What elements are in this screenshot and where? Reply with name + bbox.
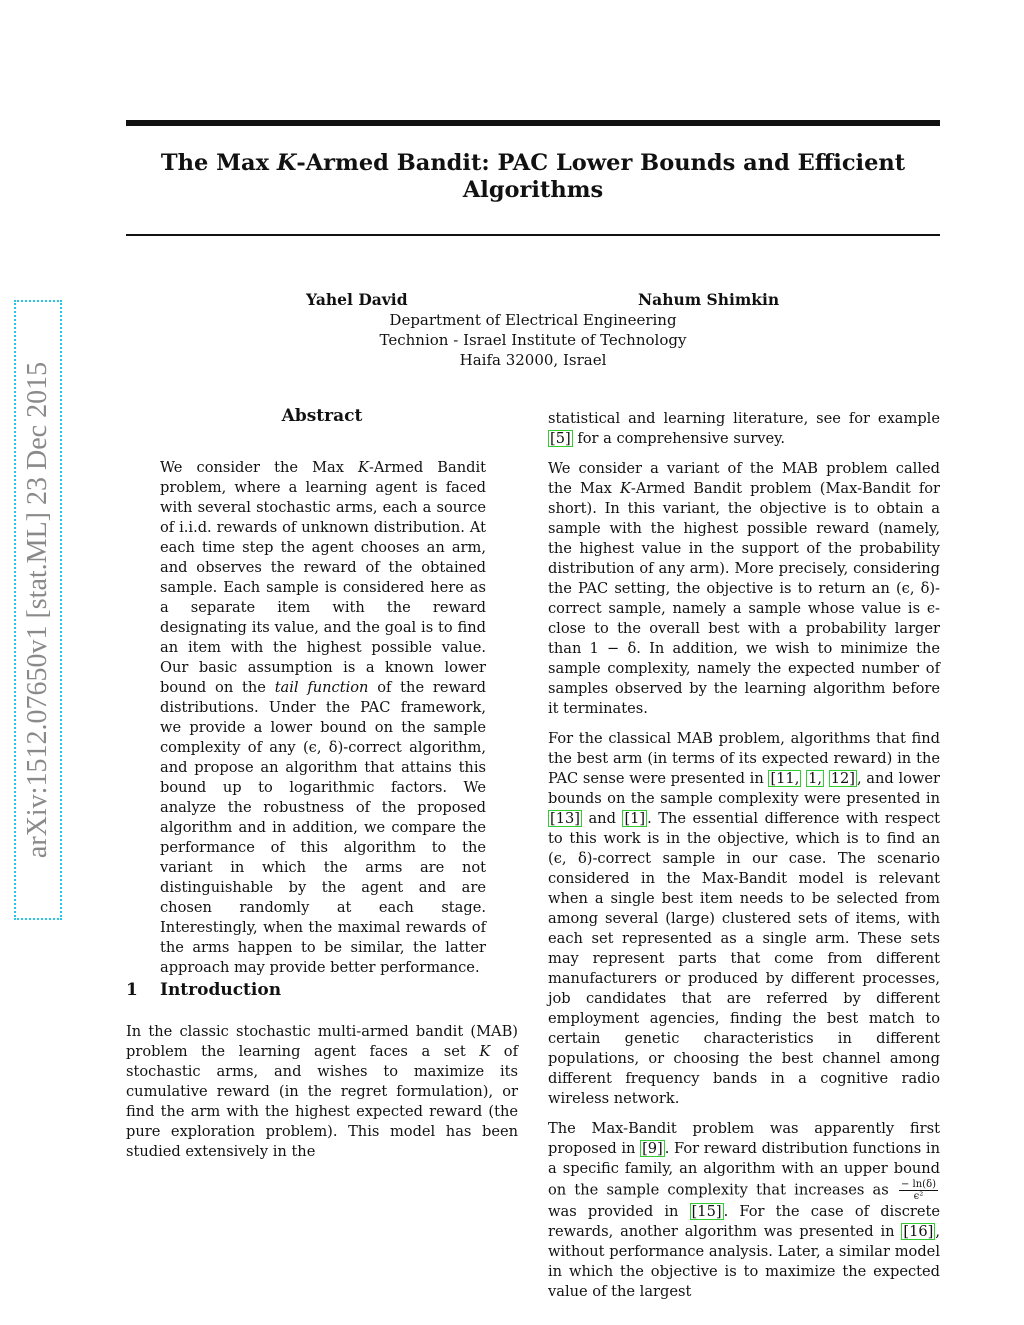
citation-15[interactable]: [15] <box>691 1203 722 1220</box>
paper-title: The Max K-Armed Bandit: PAC Lower Bounds and Efficient Algorithms <box>160 150 906 203</box>
right-paragraph-3: The Max-Bandit problem was apparently first proposed in [9] . For reward distribution functions in a specific family, an algorithm with an upper bound on the sample complexity that increases as $\frac{- \ln(\delta)}{\text{ϵ²}}$ was provided in [15] . For the case of discrete rewards, another algorithm was presented in [16] , without performance analysis. Later, a similar model in which the objective is to maximize the expected value of the largest <box>548 1120 940 1300</box>
author-nahum-shimkin: Nahum Shimkin <box>638 290 780 309</box>
arxiv-stamp <box>14 300 62 920</box>
abstract-text: We consider the Max K-Armed Bandit problem, where a learning agent is faced with several stochastic arms, each a source of i.i.d. rewards of unknown distribution. At each time step the agent chooses an arm, and observes the reward of the obtained sample. Each sample is considered here as a separate item with the reward designating its value, and the goal is to find an item with the highest possible value. Our basic assumption is a known lower bound on the tail function of the reward distributions. Under the PAC framework, we provide a lower bound on the sample complexity of any (ϵ, δ)-correct algorithm, and propose an algorithm that attains this bound up to logarithmic factors. We analyze the robustness of the proposed algorithm and in addition, we compare the performance of this algorithm to the variant in which the arms are not distinguishable by the agent and are chosen randomly at each stage. Interestingly, when the maximal rewards of the arms happen to be similar, the latter approach may provide better performance. <box>160 459 487 976</box>
citation-9[interactable]: [9] <box>642 1140 663 1157</box>
fraction-ln-delta-over-epsilon-squared: $\frac{- \ln(\delta)}{\text{ϵ²}}$ <box>900 1179 936 1202</box>
authors <box>126 290 940 310</box>
introduction-paragraph: In the classic stochastic multi-armed bandit (MAB) problem the learning agent faces a set K of stochastic arms, and wishes to maximize its cumulative reward (in the regret formulation), or find the arm with the highest expected reward (the pure exploration problem). This model has been studied extensively in the <box>126 1023 518 1160</box>
abstract-heading: Abstract <box>281 406 363 426</box>
affiliation <box>126 310 940 370</box>
citation-5[interactable]: [5] <box>550 430 571 447</box>
section-introduction-heading: 1 Introduction <box>126 980 282 1000</box>
citation-1b[interactable]: [1] <box>624 810 646 827</box>
affiliation-institute: Technion - Israel Institute of Technology <box>379 331 687 349</box>
affiliation-city: Haifa 32000, Israel <box>459 351 607 369</box>
right-paragraph-1: We consider a variant of the MAB problem called the Max K-Armed Bandit problem (Max-Bandit for short). In this variant, the objective is to obtain a sample with the highest possible reward (namely, the highest value in the support of the probability distribution of any arm). More precisely, considering the PAC setting, the objective is to return an (ϵ, δ)-correct sample, namely a sample whose value is ϵ-close to the overall best with a probability larger than 1 − δ. In addition, we wish to minimize the sample complexity, namely the expected number of samples observed by the learning algorithm before it terminates. <box>548 460 940 717</box>
arxiv-stamp-text: arXiv:1512.07650v1 [stat.ML] 23 Dec 2015 <box>22 361 53 859</box>
right-column <box>548 409 940 1312</box>
citation-16[interactable]: [16] <box>903 1223 934 1240</box>
citation-13[interactable]: [13] <box>550 810 580 827</box>
title-bottom-rule <box>126 234 940 236</box>
citation-11[interactable]: [11, <box>770 770 800 787</box>
citation-12[interactable]: 12] <box>830 770 855 787</box>
right-paragraph-2: For the classical MAB problem, algorithms that find the best arm (in terms of its expected reward) in the PAC sense were presented in [11, 1, 12] , and lower bounds on the sample complexity were presented in [13] and [1] . The essential difference with respect to this work is in the objective, which is to find an (ϵ, δ)-correct sample in our case. The scenario considered in the Max-Bandit model is relevant when a single best item needs to be selected from among several (large) clustered sets of items, with each set represented as a single arm. These sets may represent parts that come from different manufacturers or produced by different processes, job candidates that are referred by different employment agencies, finding the best match to certain genetic characteristics in different populations, or choosing the best channel among different frequency bands in a cognitive radio wireless network. <box>548 730 940 1107</box>
affiliation-department: Department of Electrical Engineering <box>389 311 677 329</box>
title-top-rule <box>126 120 940 126</box>
author-yahel-david: Yahel David <box>306 290 408 309</box>
citation-1[interactable]: 1, <box>808 770 822 787</box>
right-paragraph-0: statistical and learning literature, see for example [5] for a comprehensive survey. <box>548 410 940 447</box>
